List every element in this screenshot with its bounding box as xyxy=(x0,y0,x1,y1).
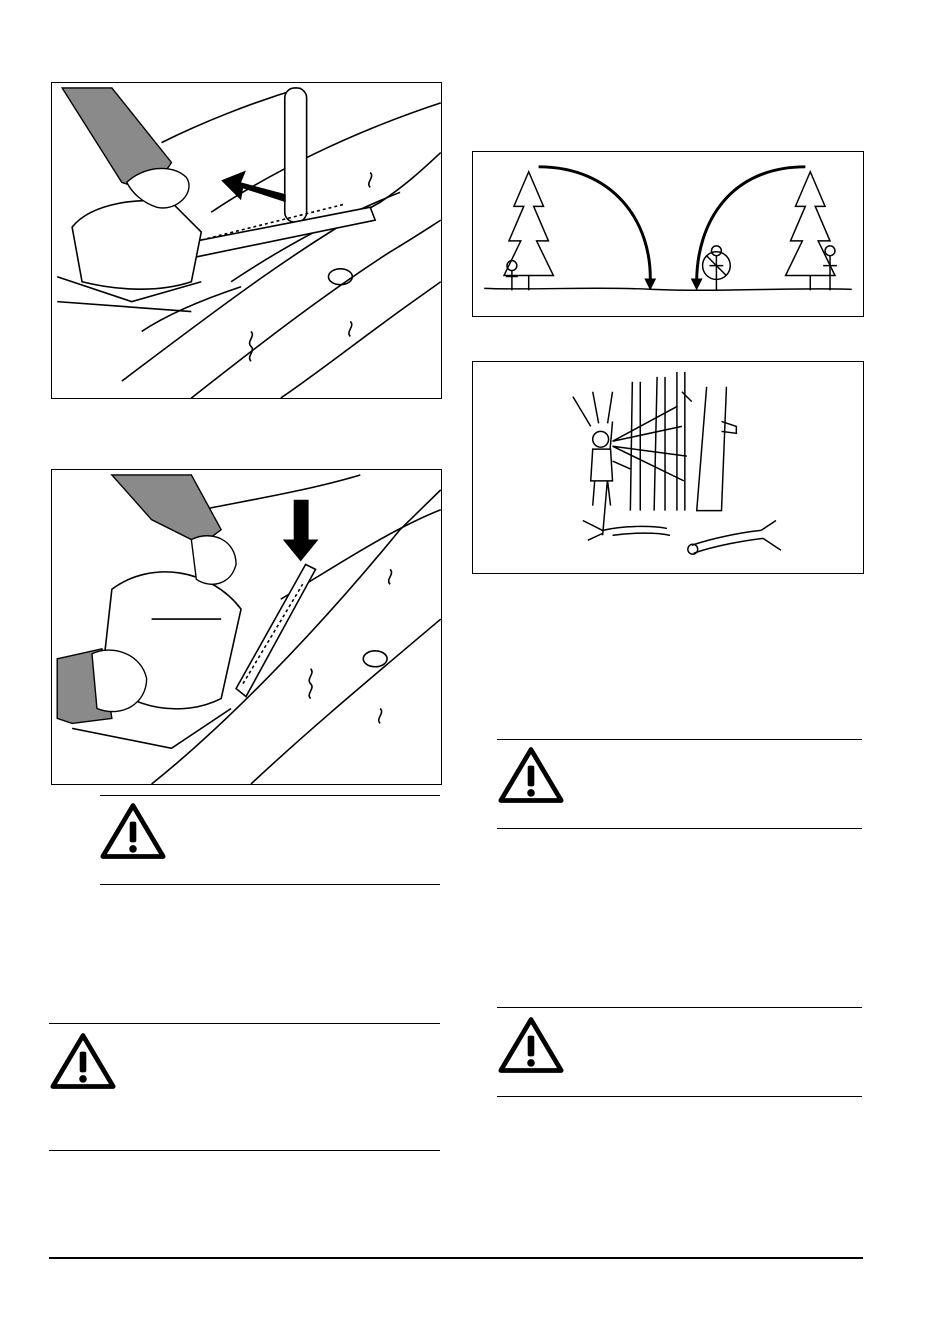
felling-distance-diagram xyxy=(473,152,863,316)
figure-hazards xyxy=(472,361,864,574)
warning-triangle-icon xyxy=(498,746,564,804)
footer-rule xyxy=(49,1257,863,1259)
warning-box-2 xyxy=(49,1023,440,1151)
overhead-hazard-diagram xyxy=(473,362,863,573)
figure-chainsaw-pull xyxy=(51,469,442,785)
figure-felling-distance xyxy=(472,151,864,317)
chainsaw-push-arrow-illustration xyxy=(52,83,441,398)
chainsaw-down-arrow-illustration xyxy=(52,470,441,784)
warning-triangle-icon xyxy=(498,1016,564,1074)
warning-box-4 xyxy=(497,1007,862,1097)
figure-chainsaw-push xyxy=(51,82,442,399)
warning-triangle-icon xyxy=(50,1032,116,1090)
warning-box-1 xyxy=(100,795,440,885)
warning-box-3 xyxy=(497,739,862,829)
warning-triangle-icon xyxy=(100,802,166,860)
